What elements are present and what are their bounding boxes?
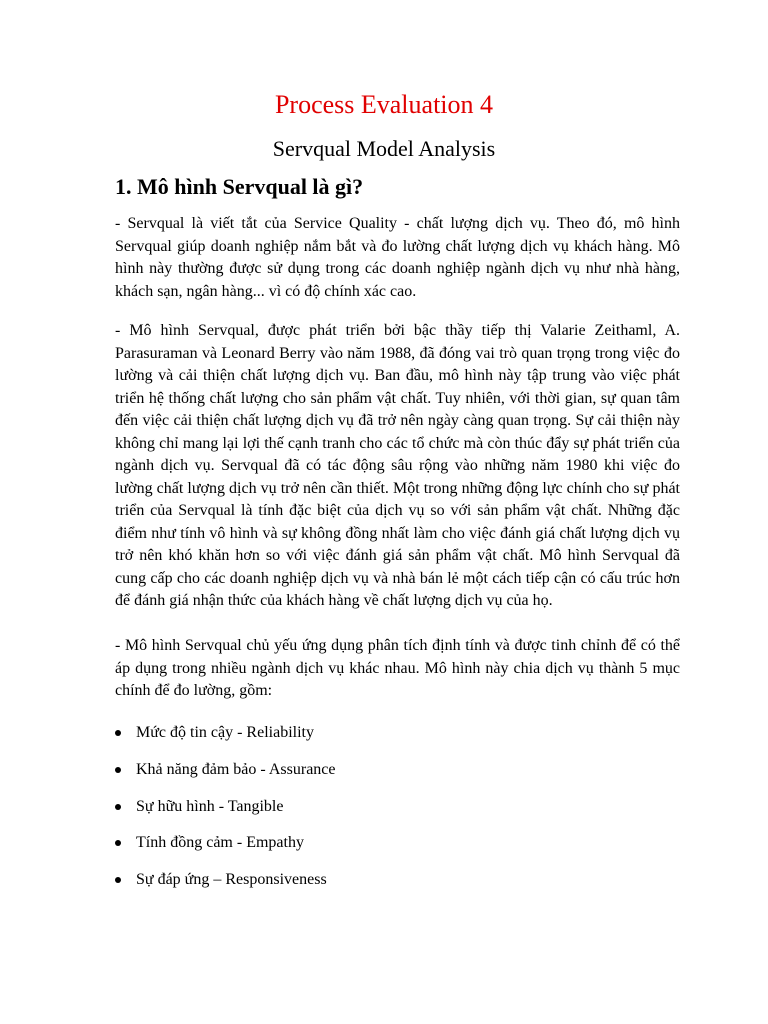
list-item: [115, 722, 336, 759]
bullet-icon: [115, 804, 121, 810]
paragraph-application: - Mô hình Servqual chủ yếu ứng dụng phân tích định tính và được tinh chỉnh để có thể áp dụng trong nhiều ngành dịch vụ khác nhau. Mô hình này chia dịch vụ thành 5 mục chính để đo lường, gồm:: [115, 637, 680, 699]
section-heading: 1. Mô hình Servqual là gì?: [115, 174, 364, 199]
list-item-text: Khả năng đảm bảo - Assurance: [136, 760, 336, 778]
dimension-list: [115, 722, 336, 906]
document-title: Process Evaluation 4: [274, 90, 494, 119]
list-item: [115, 832, 336, 869]
paragraph-definition: - Servqual là viết tắt của Service Quality - chất lượng dịch vụ. Theo đó, mô hình Servqual giúp doanh nghiệp nắm bắt và đo lường chất lượng dịch vụ khách hàng. Mô hình này thường được sử dụng trong các doanh nghiệp ngành dịch vụ như nhà hàng, khách sạn, ngân hàng... vì có độ chính xác cao.: [115, 215, 680, 300]
list-item-text: Tính đồng cảm - Empathy: [136, 834, 304, 852]
list-item-text: Mức độ tin cậy - Reliability: [136, 724, 314, 741]
document-subtitle: Servqual Model Analysis: [272, 136, 496, 161]
bullet-icon: [115, 877, 121, 883]
list-item: [115, 796, 336, 833]
paragraph-history: - Mô hình Servqual, được phát triển bởi bậc thầy tiếp thị Valarie Zeithaml, A. Parasuraman và Leonard Berry vào năm 1988, đã đóng vai trò quan trọng trong việc đo lường và cải thiện chất lượng dịch vụ. Ban đầu, mô hình này tập trung vào việc phát triển hệ thống chất lượng cho sản phẩm vật chất. Tuy nhiên, với thời gian, sự quan tâm đến việc cải thiện chất lượng dịch vụ đã trở nên ngày càng quan trọng. Sự cải thiện này không chỉ mang lại lợi thế cạnh tranh cho các tổ chức mà còn thúc đẩy sự phát triển của ngành dịch vụ. Servqual đã có tác động sâu rộng vào những năm 1980 khi việc đo lường chất lượng dịch vụ trở nên cần thiết. Một trong những động lực chính cho sự phát triển của Servqual là tính đặc biệt của dịch vụ so với sản phẩm vật chất. Những đặc điểm như tính vô hình và sự không đồng nhất làm cho việc đánh giá chất lượng dịch vụ trở nên khó khăn hơn so với việc đánh giá sản phẩm vật chất. Mô hình Servqual đã cung cấp cho các doanh nghiệp dịch vụ và nhà bán lẻ một cách tiếp cận có cấu trúc hơn để đánh giá nhận thức của khách hàng về chất lượng dịch vụ của họ.: [115, 322, 680, 609]
bullet-icon: [115, 767, 121, 773]
list-item: [115, 869, 336, 906]
list-item: [115, 759, 336, 796]
list-item-text: Sự đáp ứng – Responsiveness: [136, 871, 327, 889]
bullet-icon: [115, 730, 121, 736]
list-item-text: Sự hữu hình - Tangible: [136, 797, 284, 815]
bullet-icon: [115, 840, 121, 846]
